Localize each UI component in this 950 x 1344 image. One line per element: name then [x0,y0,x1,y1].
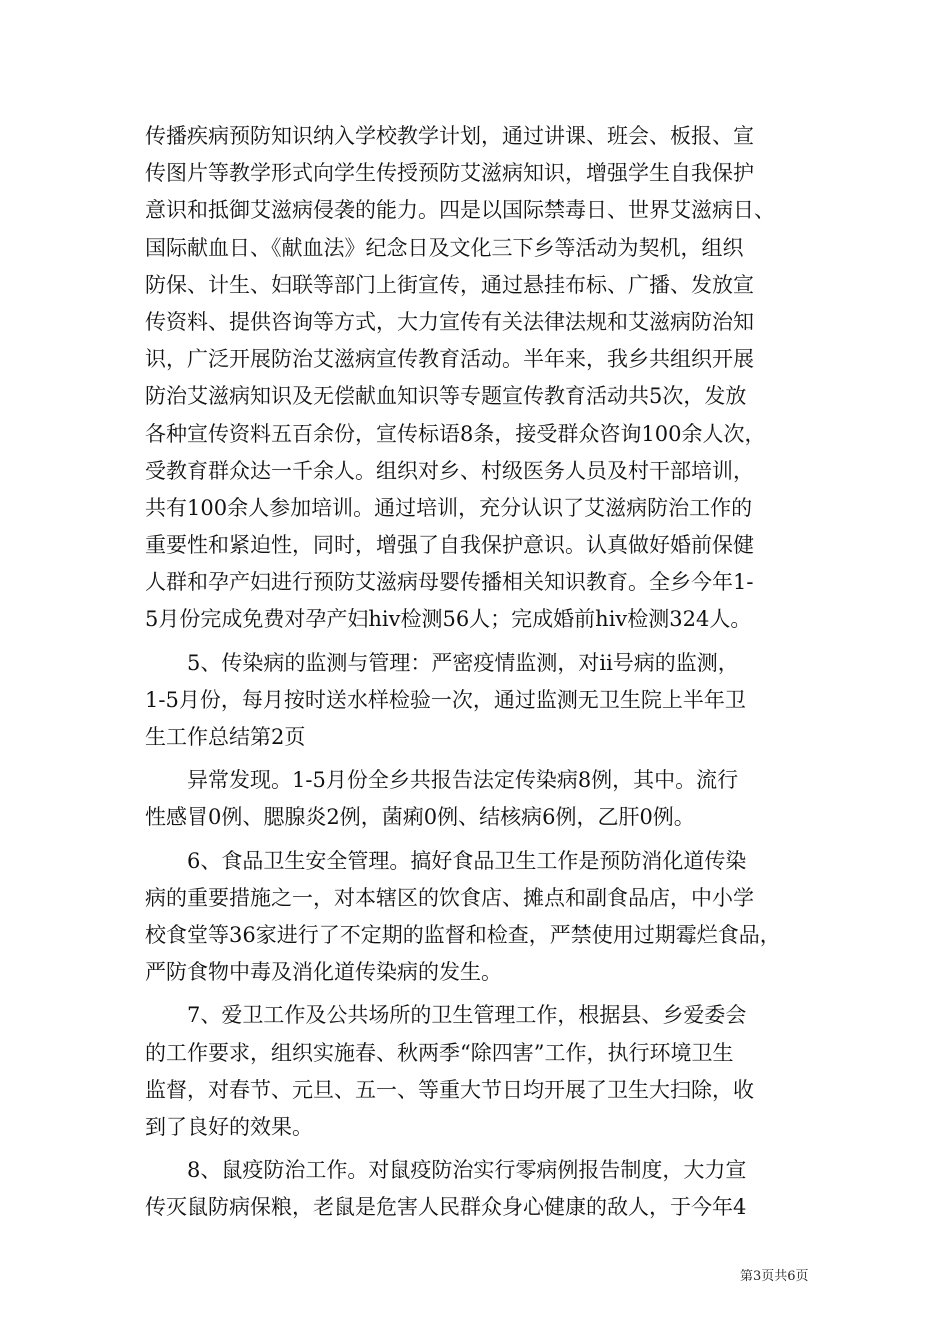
paragraph-5-first-line: 5、传染病的监测与管理：严密疫情监测，对ii号病的监测， [187,650,739,675]
body-line: 人群和孕产妇进行预防艾滋病母婴传播相关知识教育。全乡今年1- [145,570,754,595]
body-line: 共有100余人参加培训。通过培训，充分认识了艾滋病防治工作的 [145,495,753,520]
body-line: 防治艾滋病知识及无偿献血知识等专题宣传教育活动共5次，发放 [145,384,747,409]
body-line: 国际献血日、《献血法》纪念日及文化三下乡等活动为契机，组织 [145,235,744,260]
body-line: 监督，对春节、元旦、五一、等重大节日均开展了卫生大扫除，收 [145,1077,754,1102]
paragraph-6-first-line: 6、食品卫生安全管理。搞好食品卫生工作是预防消化道传染 [187,848,747,873]
body-line: 传灭鼠防病保粮，老鼠是危害人民群众身心健康的敌人，于今年4 [145,1195,747,1220]
body-line: 识，广泛开展防治艾滋病宣传教育活动。半年来，我乡共组织开展 [145,347,754,372]
body-line: 重要性和紧迫性，同时，增强了自我保护意识。认真做好婚前保健 [145,533,754,558]
body-line: 传播疾病预防知识纳入学校教学计划，通过讲课、班会、板报、宣 [145,124,754,148]
body-line: 校食堂等36家进行了不定期的监督和检查，严禁使用过期霉烂食品， [145,922,781,947]
body-line: 防保、计生、妇联等部门上街宣传，通过悬挂布标、广播、发放宣 [145,272,754,297]
body-line: 传图片等教学形式向学生传授预防艾滋病知识，增强学生自我保护 [145,161,754,186]
body-line: 的工作要求，组织实施春、秋两季“除四害”工作，执行环境卫生 [145,1040,734,1065]
paragraph-8-first-line: 8、鼠疫防治工作。对鼠疫防治实行零病例报告制度，大力宣 [187,1158,747,1183]
paragraph-7-first-line: 7、爱卫工作及公共场所的卫生管理工作，根据县、乡爱委会 [187,1003,747,1028]
page-number-footer: 第3页共6页 [740,1269,809,1284]
body-line: 传资料、提供咨询等方式，大力宣传有关法律法规和艾滋病防治知 [145,309,754,334]
body-line: 性感冒0例、腮腺炎2例，菌痢0例、结核病6例，乙肝0例。 [145,805,695,830]
body-line: 意识和抵御艾滋病侵袭的能力。四是以国际禁毒日、世界艾滋病日、 [145,198,775,223]
body-line: 各种宣传资料五百余份，宣传标语8条，接受群众咨询100余人次， [145,421,766,446]
document-body [145,118,825,1226]
paragraph-first-line: 异常发现。1-5月份全乡共报告法定传染病8例，其中。流行 [187,768,739,793]
body-line: 1-5月份，每月按时送水样检验一次，通过监测无卫生院上半年卫 [145,687,746,712]
body-line: 到了良好的效果。 [145,1114,313,1139]
body-line: 5月份完成免费对孕产妇hiv检测56人；完成婚前hiv检测324人。 [145,607,752,632]
body-line: 严防食物中毒及消化道传染病的发生。 [145,960,502,985]
body-line: 受教育群众达一千余人。组织对乡、村级医务人员及村干部培训， [145,458,754,483]
body-line: 生工作总结第2页 [145,725,306,749]
body-line: 病的重要措施之一，对本辖区的饮食店、摊点和副食品店，中小学 [145,885,754,910]
